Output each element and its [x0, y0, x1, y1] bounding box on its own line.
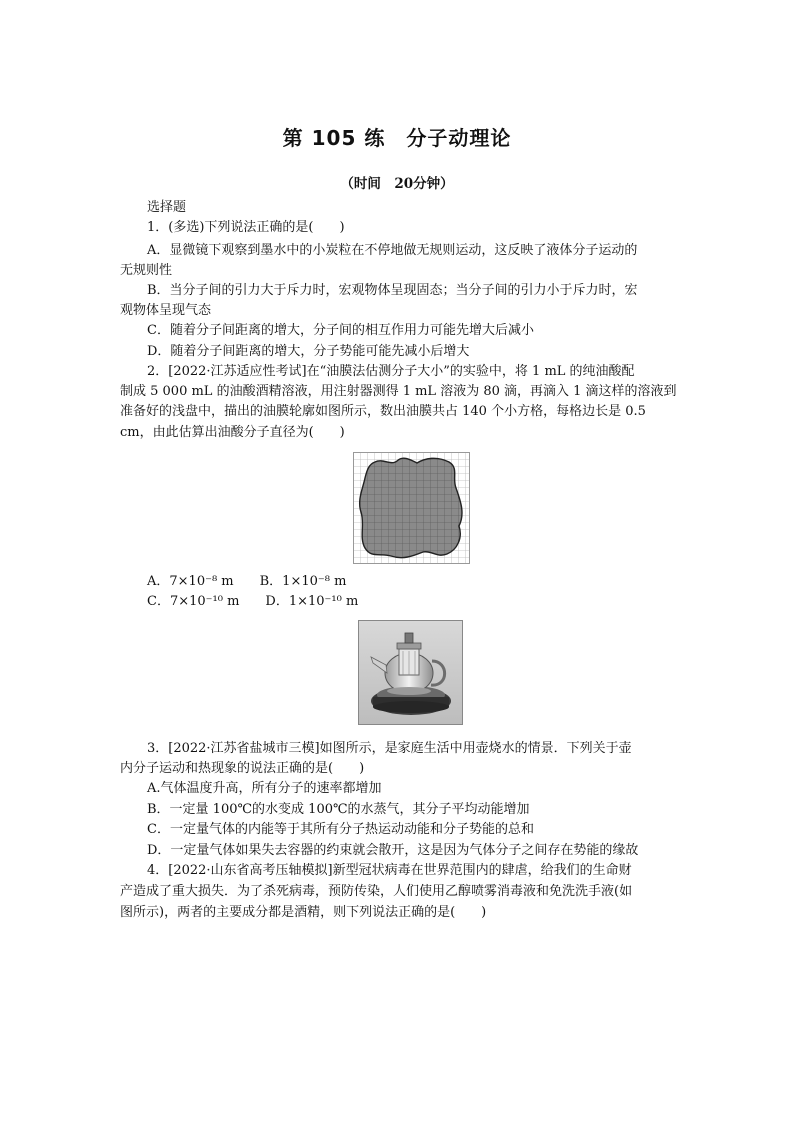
q4-line-2: 产造成了重大损失．为了杀死病毒，预防传染，人们使用乙醇喷雾消毒液和免洗洗手液(如: [120, 884, 633, 899]
q2-line-1: 2．[2022·江苏适应性考试]在“油膜法估测分子大小”的实验中，将 1 mL 的纯油酸配: [147, 364, 635, 379]
q2-line-4: cm，由此估算出油酸分子直径为( ): [120, 425, 345, 440]
q2-options-ab: A．7×10⁻⁸ m B．1×10⁻⁸ m: [147, 574, 347, 589]
q1-option-d: D．随着分子间距离的增大，分子势能可能先减小后增大: [147, 344, 470, 359]
q3-line-1: 3．[2022·江苏省盐城市三模]如图所示，是家庭生活中用壶烧水的情景．下列关于壶: [147, 741, 632, 756]
q1-option-a-cont: 无规则性: [120, 263, 173, 278]
time-limit: （时间 20分钟）: [340, 176, 454, 192]
q3-option-b: B．一定量 100℃的水变成 100℃的水蒸气，其分子平均动能增加: [147, 802, 530, 817]
section-heading: 选择题: [147, 200, 187, 215]
q2-line-2: 制成 5 000 mL 的油酸酒精溶液，用注射器测得 1 mL 溶液为 80 滴，再滴入 1 滴这样的溶液到: [120, 384, 677, 399]
q1-option-b: B．当分子间的引力大于斥力时，宏观物体呈现固态；当分子间的引力小于斥力时，宏: [147, 283, 638, 298]
kettle-photo: [358, 620, 463, 725]
q1-option-b-cont: 观物体呈现气态: [120, 303, 212, 318]
oil-film-outline: [360, 458, 462, 557]
q1-stem: 1．(多选)下列说法正确的是( ): [147, 220, 345, 235]
oil-film-grid-figure: [353, 452, 470, 564]
q3-line-2: 内分子运动和热现象的说法正确的是( ): [120, 761, 365, 776]
q4-line-1: 4．[2022·山东省高考压轴模拟]新型冠状病毒在世界范围内的肆虐，给我们的生命财: [147, 863, 632, 878]
q3-option-a: A.气体温度升高，所有分子的速率都增加: [147, 781, 382, 796]
q1-option-a: A．显微镜下观察到墨水中的小炭粒在不停地做无规则运动，这反映了液体分子运动的: [147, 243, 638, 258]
q2-options-cd: C．7×10⁻¹⁰ m D．1×10⁻¹⁰ m: [147, 594, 359, 609]
q1-option-c: C．随着分子间距离的增大，分子间的相互作用力可能先增大后减小: [147, 323, 534, 338]
q2-line-3: 准备好的浅盘中，描出的油膜轮廓如图所示，数出油膜共占 140 个小方格，每格边长是 0.5: [120, 404, 646, 419]
page-title: 第 105 练 分子动理论: [282, 126, 512, 150]
q3-option-d: D．一定量气体如果失去容器的约束就会散开，这是因为气体分子之间存在势能的缘故: [147, 843, 639, 858]
q4-line-3: 图所示)，两者的主要成分都是酒精，则下列说法正确的是( ): [120, 905, 487, 920]
q3-option-c: C．一定量气体的内能等于其所有分子热运动动能和分子势能的总和: [147, 822, 534, 837]
